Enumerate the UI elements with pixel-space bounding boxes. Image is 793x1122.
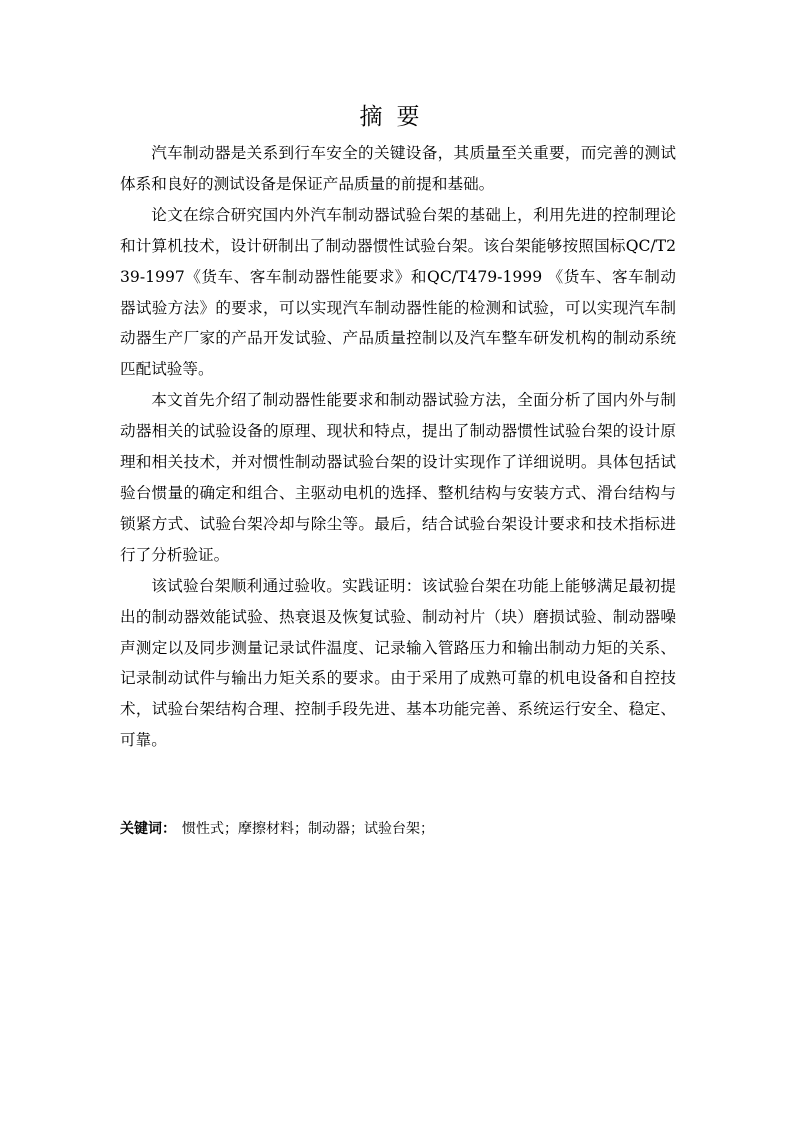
keywords-label: 关键词： — [120, 821, 176, 837]
abstract-paragraph-4: 该试验台架顺利通过验收。实践证明：该试验台架在功能上能够满足最初提出的制动器效能试验、热衰退及恢复试验、制动衬片（块）磨损试验、制动器噪声测定以及同步测量记录试件温度、记录输入管路压力和输出制动力矩的关系、记录制动试件与输出力矩关系的要求。由于采用了成熟可靠的机电设备和自控技术，试验台架结构合理、控制手段先进、基本功能完善、系统运行安全、稳定、可靠。 — [120, 576, 676, 750]
keyword-item: 制动器； — [308, 821, 364, 837]
abstract-title: 摘要 — [359, 104, 434, 130]
abstract-body — [120, 138, 676, 756]
keyword-item: 摩擦材料； — [238, 821, 308, 837]
abstract-paragraph-3: 本文首先介绍了制动器性能要求和制动器试验方法，全面分析了国内外与制动器相关的试验设备的原理、现状和特点，提出了制动器惯性试验台架的设计原理和相关技术，并对惯性制动器试验台架的设计实现作了详细说明。具体包括试验台惯量的确定和组合、主驱动电机的选择、整机结构与安装方式、滑台结构与锁紧方式、试验台架冷却与除尘等。最后，结合试验台架设计要求和技术指标进行了分析验证。 — [120, 391, 676, 564]
abstract-paragraph-1: 汽车制动器是关系到行车安全的关键设备，其质量至关重要，而完善的测试体系和良好的测试设备是保证产品质量的前提和基础。 — [120, 144, 676, 193]
abstract-paragraph-2: 论文在综合研究国内外汽车制动器试验台架的基础上，利用先进的控制理论和计算机技术，设计研制出了制动器惯性试验台架。该台架能够按照国标QC/T239-1997《货车、客车制动器性能要求》和QC/T479-1999 《货车、客车制动器试验方法》的要求，可以实现汽车制动器性能的检测和试验，可以实现汽车制动器生产厂家的产品开发试验、产品质量控制以及汽车整车研发机构的制动系统匹配试验等。 — [120, 205, 676, 379]
keyword-item: 试验台架； — [364, 821, 434, 837]
keywords-line — [120, 817, 676, 841]
keyword-item: 惯性式； — [182, 821, 238, 837]
